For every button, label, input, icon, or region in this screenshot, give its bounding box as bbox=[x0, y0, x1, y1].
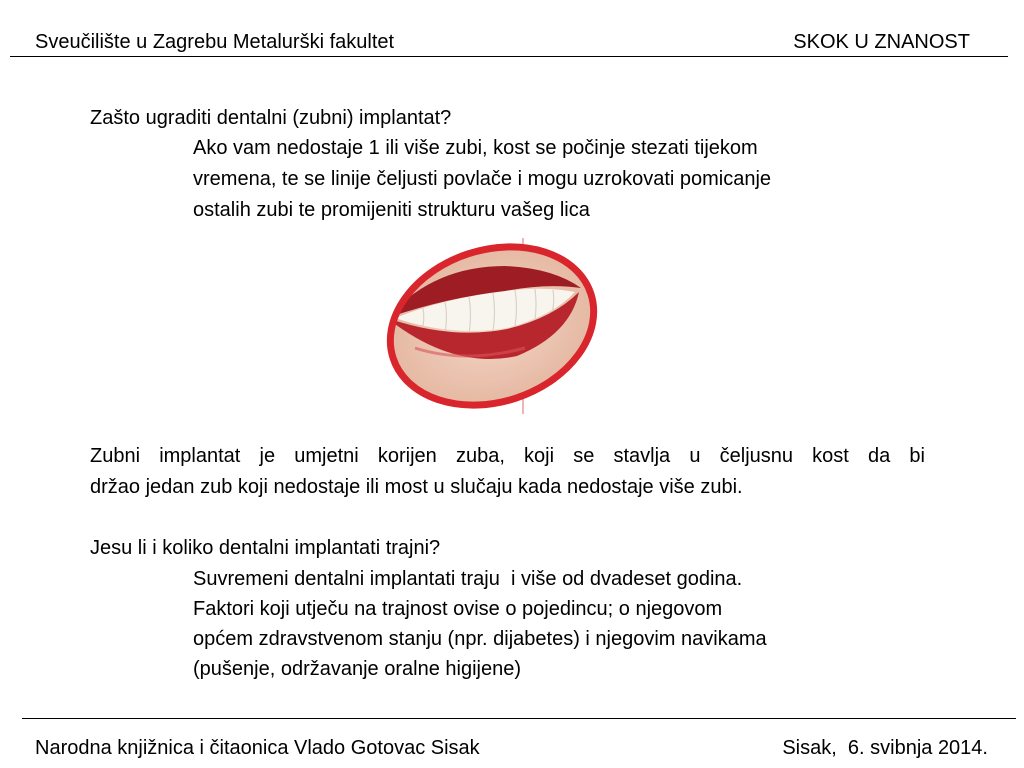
question-1: Zašto ugraditi dentalni (zubni) implantat? bbox=[90, 107, 452, 129]
smile-image bbox=[375, 236, 610, 416]
answer-1-line: vremena, te se linije čeljusti povlače i mogu uzrokovati pomicanje bbox=[193, 168, 772, 190]
answer-1-line: Ako vam nedostaje 1 ili više zubi, kost se počinje stezati tijekom bbox=[193, 137, 758, 159]
answer-2-line: općem zdravstvenom stanju (npr. dijabetes) i njegovim navikama bbox=[193, 628, 767, 650]
footer-date: Sisak, 6. svibnja 2014. bbox=[782, 737, 988, 759]
header bbox=[10, 28, 1008, 57]
paragraph-line: držao jedan zub koji nedostaje ili most u slučaju kada nedostaje više zubi. bbox=[90, 476, 743, 498]
answer-2-line: (pušenje, održavanje oralne higijene) bbox=[193, 658, 521, 680]
paragraph-line: Zubni implantat je umjetni korijen zuba, koji se stavlja u čeljusnu kost da bi bbox=[90, 445, 925, 467]
header-project-title: SKOK U ZNANOST bbox=[793, 31, 970, 53]
answer-1-line: ostalih zubi te promijeniti strukturu vašeg lica bbox=[193, 199, 590, 221]
answer-2-line: Suvremeni dentalni implantati traju i više od dvadeset godina. bbox=[193, 568, 743, 590]
mouth bbox=[375, 236, 610, 416]
header-institution: Sveučilište u Zagrebu Metalurški fakultet bbox=[35, 31, 395, 53]
footer-divider bbox=[22, 718, 1016, 719]
answer-2-line: Faktori koji utječu na trajnost ovise o pojedincu; o njegovom bbox=[193, 598, 723, 620]
footer-library: Narodna knjižnica i čitaonica Vlado Gotovac Sisak bbox=[35, 737, 480, 759]
question-2: Jesu li i koliko dentalni implantati trajni? bbox=[90, 537, 441, 559]
